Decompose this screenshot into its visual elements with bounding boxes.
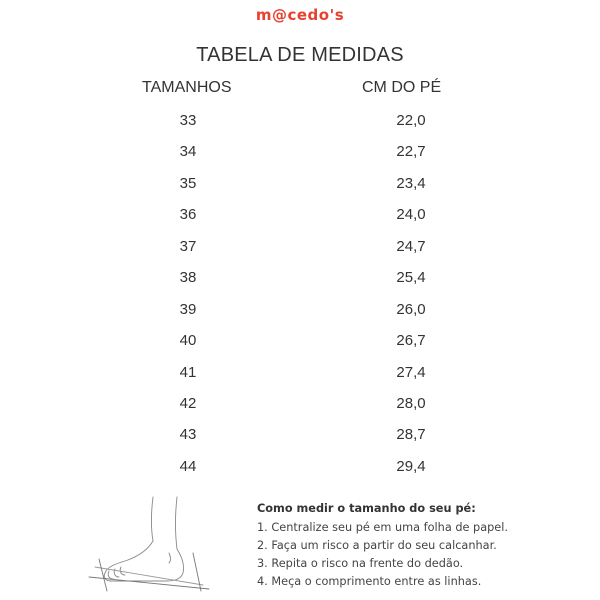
cm-cell: 22,0 [396, 112, 426, 129]
table-row [0, 236, 600, 267]
cm-cell: 24,7 [396, 237, 426, 255]
table-row [0, 204, 600, 235]
instructions-heading: Como medir o tamanho do seu pé: [257, 502, 476, 515]
size-cell: 35 [179, 174, 197, 192]
table-row [0, 173, 600, 204]
cm-cell: 26,0 [396, 300, 426, 318]
size-table [0, 110, 600, 487]
brand-logo: m@cedo's [255, 6, 345, 24]
size-cell: 40 [179, 332, 197, 350]
size-cell: 44 [179, 457, 197, 475]
table-row [0, 330, 600, 361]
table-row [0, 299, 600, 330]
cm-cell: 28,7 [396, 426, 426, 444]
cm-cell: 23,4 [396, 174, 426, 192]
page-title: TABELA DE MEDIDAS [196, 44, 404, 66]
table-row [0, 110, 600, 141]
instruction-step: 2. Faça um risco a partir do seu calcanhar. [257, 539, 497, 552]
cm-cell: 25,4 [396, 269, 426, 287]
foot-measure-icon [85, 493, 215, 593]
cm-cell: 22,7 [396, 143, 426, 161]
size-cell: 41 [179, 363, 197, 381]
size-cell: 37 [179, 237, 197, 255]
instruction-step: 3. Repita o risco na frente do dedão. [257, 557, 464, 570]
table-row [0, 267, 600, 298]
instruction-step: 4. Meça o comprimento entre as linhas. [257, 575, 482, 588]
cm-cell: 24,0 [396, 206, 426, 224]
size-cell: 42 [179, 394, 197, 412]
measure-instructions [257, 502, 587, 591]
table-row [0, 424, 600, 455]
size-cell: 36 [179, 206, 197, 224]
cm-cell: 26,7 [396, 332, 426, 350]
table-row [0, 362, 600, 393]
size-cell: 38 [179, 269, 197, 287]
cm-cell: 28,0 [396, 394, 426, 412]
table-row [0, 393, 600, 424]
size-cell: 39 [179, 300, 197, 318]
cm-cell: 29,4 [396, 457, 426, 475]
size-cell: 43 [179, 426, 197, 444]
table-row [0, 456, 600, 487]
table-row [0, 141, 600, 172]
column-header-cm: CM DO PÉ [362, 79, 442, 96]
size-cell: 34 [179, 143, 197, 161]
size-cell: 33 [179, 112, 197, 129]
cm-cell: 27,4 [396, 363, 426, 381]
column-header-size: TAMANHOS [142, 79, 232, 96]
instruction-step: 1. Centralize seu pé em uma folha de papel. [257, 521, 508, 534]
